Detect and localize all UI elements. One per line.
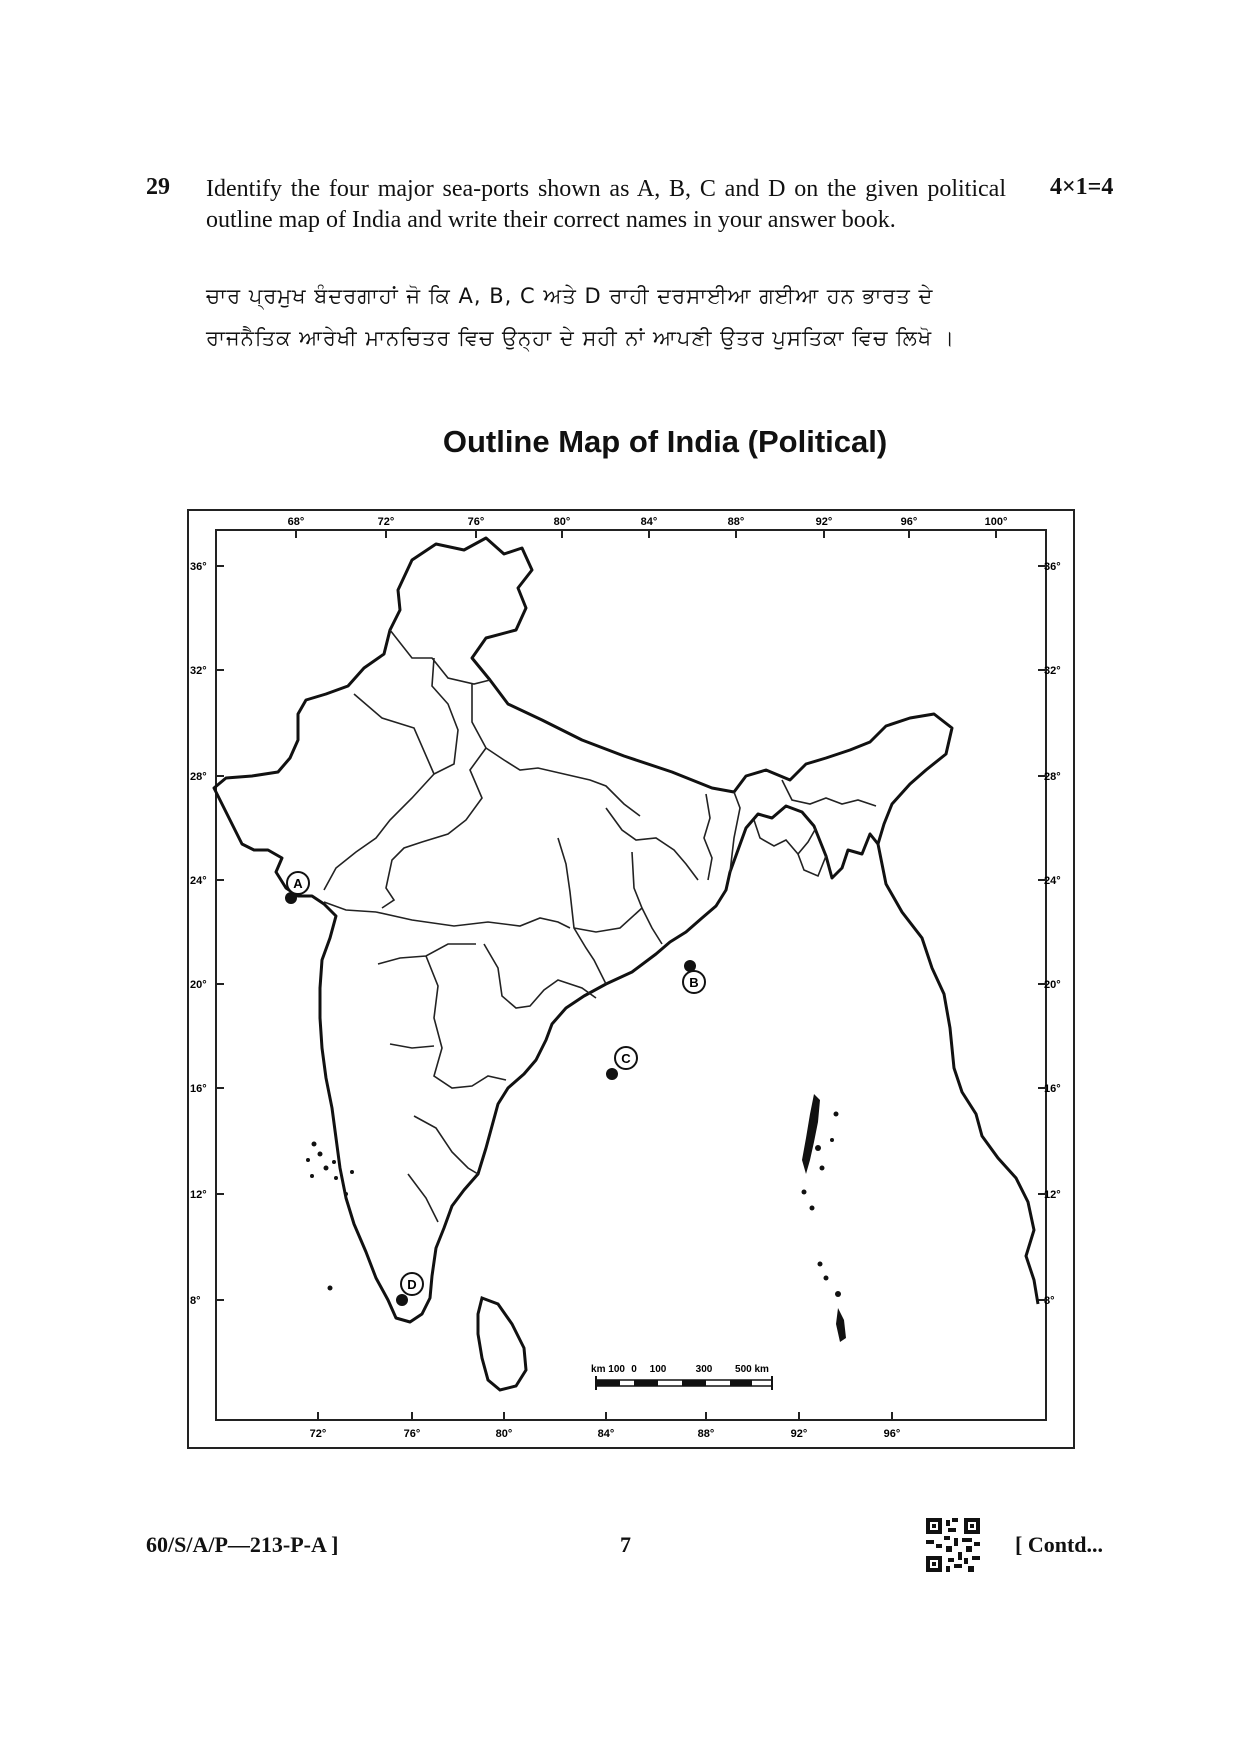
- left-tick-labels: [190, 561, 207, 1307]
- map-inner-frame: [216, 530, 1046, 1420]
- tick-label: 72°: [377, 516, 395, 528]
- tick-label: 28°: [190, 771, 207, 783]
- page-number: 7: [620, 1532, 631, 1557]
- port-marker-a: [285, 872, 309, 904]
- india-outline-map: [186, 508, 1076, 1450]
- port-marker-d: [396, 1273, 423, 1306]
- tick-label: 96°: [883, 1428, 901, 1440]
- tick-label: 8°: [1044, 1295, 1055, 1307]
- tick-label: 28°: [1044, 771, 1061, 783]
- tick-label: 12°: [1044, 1189, 1061, 1201]
- continued-label: [ Contd...: [1015, 1532, 1104, 1557]
- bottom-tick-labels: [310, 1428, 901, 1440]
- tick-label: 32°: [190, 665, 207, 677]
- tick-label: 76°: [467, 516, 485, 528]
- port-label-d: D: [407, 1277, 417, 1292]
- paper-code: 60/S/A/P—213-P-A ]: [146, 1532, 339, 1557]
- port-label-b: B: [689, 975, 699, 990]
- question-marks: 4×1=4: [1050, 174, 1114, 200]
- scale-label: 0: [631, 1364, 637, 1375]
- tick-label: 36°: [190, 561, 207, 573]
- question-punjabi-line-2: ਰਾਜਨੈਤਿਕ ਆਰੇਖੀ ਮਾਨਚਿਤਰ ਵਿਚ ਉਨ੍ਹਾ ਦੇ ਸਹੀ ਨਾਂ ਆਪਣੀ ਉਤਰ ਪੁਸਤਿਕਾ ਵਿਚ ਲਿਖੋ ।: [206, 326, 956, 350]
- tick-label: 96°: [900, 516, 918, 528]
- tick-label: 16°: [190, 1083, 207, 1095]
- question-number: 29: [146, 174, 170, 200]
- tick-label: 88°: [727, 516, 745, 528]
- tick-label: 72°: [309, 1428, 327, 1440]
- tick-label: 88°: [697, 1428, 715, 1440]
- qr-code-icon: [926, 1518, 980, 1572]
- myanmar-coast: [878, 844, 1038, 1304]
- tick-label: 8°: [190, 1295, 201, 1307]
- state-boundaries: [324, 630, 876, 1222]
- tick-label: 20°: [1044, 979, 1061, 991]
- tick-label: 92°: [790, 1428, 808, 1440]
- tick-label: 84°: [597, 1428, 615, 1440]
- map-title: Outline Map of India (Political): [442, 424, 888, 459]
- tick-label: 12°: [190, 1189, 207, 1201]
- tick-label: 16°: [1044, 1083, 1061, 1095]
- tick-label: 36°: [1044, 561, 1061, 573]
- question-text: Identify the four major sea-ports shown as A, B, C and D on the given political outline map of India and write their correct names in your answer book.: [206, 176, 1006, 233]
- scale-bar: [591, 1364, 772, 1390]
- tick-label: 80°: [553, 516, 571, 528]
- port-marker-c: [606, 1047, 637, 1080]
- scale-label: 100: [649, 1364, 667, 1375]
- bottom-tick-marks: [318, 1412, 892, 1420]
- port-marker-b: [683, 960, 705, 993]
- tick-label: 20°: [190, 979, 207, 991]
- left-tick-marks: [216, 566, 224, 1300]
- tick-label: 32°: [1044, 665, 1061, 677]
- scale-label: 500 km: [735, 1364, 769, 1375]
- tick-label: 100°: [984, 516, 1008, 528]
- tick-label: 80°: [495, 1428, 513, 1440]
- port-label-a: A: [293, 876, 303, 891]
- tick-label: 84°: [640, 516, 658, 528]
- tick-label: 76°: [403, 1428, 421, 1440]
- tick-label: 24°: [1044, 875, 1061, 887]
- top-tick-labels: [288, 516, 1008, 528]
- port-label-c: C: [621, 1051, 631, 1066]
- scale-label: km 100: [591, 1364, 625, 1375]
- sri-lanka-outline: [478, 1298, 526, 1390]
- question-punjabi-line-1: ਚਾਰ ਪ੍ਰਮੁਖ ਬੰਦਰਗਾਹਾਂ ਜੋ ਕਿ A, B, C ਅਤੇ D ਰਾਹੀ ਦਰਸਾਈਆ ਗਈਆ ਹਨ ਭਾਰਤ ਦੇ: [206, 284, 934, 308]
- top-tick-marks: [296, 530, 996, 538]
- tick-label: 92°: [815, 516, 833, 528]
- islands: [306, 1094, 846, 1342]
- scale-label: 300: [695, 1364, 713, 1375]
- tick-label: 24°: [190, 875, 207, 887]
- tick-label: 68°: [287, 516, 305, 528]
